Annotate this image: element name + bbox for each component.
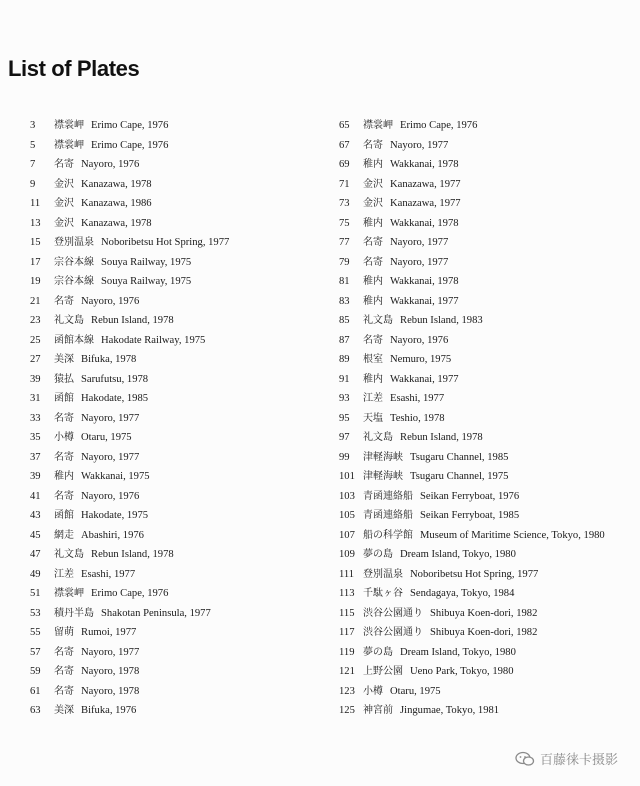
plate-japanese-title: 金沢 (54, 178, 74, 190)
plate-english-title: Rumoi, 1977 (81, 627, 137, 638)
plate-japanese-title: 美深 (54, 705, 74, 716)
plate-number: 59 (30, 666, 41, 677)
plate-japanese-title: 金沢 (363, 178, 383, 190)
plate-japanese-title: 上野公園 (363, 666, 403, 677)
plate-entry (30, 467, 320, 487)
plate-number: 87 (339, 334, 350, 346)
plate-english-title: Nayoro, 1977 (390, 256, 449, 268)
plate-number: 91 (339, 373, 350, 385)
plate-japanese-title: 船の科学館 (363, 529, 413, 541)
plate-entry (30, 331, 320, 351)
plate-number: 79 (339, 256, 350, 268)
plate-entry (339, 682, 629, 702)
plate-number: 89 (339, 354, 350, 365)
plate-english-title: Wakkanai, 1975 (81, 471, 150, 482)
plate-japanese-title: 名寄 (54, 490, 74, 502)
plate-entry (339, 623, 629, 643)
plate-number: 17 (30, 256, 41, 268)
plate-japanese-title: 名寄 (363, 256, 383, 268)
plate-english-title: Tsugaru Channel, 1975 (410, 471, 509, 482)
plate-number: 7 (30, 159, 36, 170)
plate-english-title: Nayoro, 1977 (81, 412, 140, 424)
plate-number: 49 (30, 568, 41, 580)
plate-japanese-title: 神宮前 (363, 705, 393, 716)
plate-number: 111 (339, 568, 355, 580)
plate-english-title: Rebun Island, 1978 (91, 315, 174, 326)
plate-english-title: Rebun Island, 1983 (400, 315, 483, 326)
plate-number: 93 (339, 393, 350, 404)
plate-number: 67 (339, 139, 350, 151)
plate-entry (30, 311, 320, 331)
plate-english-title: Ueno Park, Tokyo, 1980 (410, 666, 514, 677)
plate-number: 113 (339, 588, 355, 599)
plate-number: 23 (30, 315, 41, 326)
plate-japanese-title: 金沢 (54, 198, 74, 209)
plate-number: 77 (339, 237, 350, 248)
plate-entry (339, 448, 629, 468)
plate-entry (30, 545, 320, 565)
plate-japanese-title: 稚内 (363, 295, 383, 307)
plate-english-title: Shibuya Koen-dori, 1982 (430, 607, 538, 619)
plate-entry (30, 155, 320, 175)
plate-entry (30, 565, 320, 585)
plate-english-title: Nayoro, 1976 (81, 159, 140, 170)
plate-japanese-title: 小樽 (363, 685, 383, 697)
plate-entry (30, 409, 320, 429)
plate-number: 103 (339, 490, 355, 502)
plate-entry (30, 623, 320, 643)
plate-japanese-title: 名寄 (54, 159, 74, 170)
plate-english-title: Shakotan Peninsula, 1977 (101, 607, 211, 619)
plate-number: 51 (30, 588, 41, 599)
plate-entry (30, 448, 320, 468)
plate-number: 45 (30, 529, 41, 541)
plate-english-title: Hakodate Railway, 1975 (101, 334, 206, 346)
plate-entry (339, 253, 629, 273)
plate-japanese-title: 名寄 (54, 646, 74, 658)
plate-japanese-title: 襟裳岬 (363, 120, 393, 131)
plate-japanese-title: 稚内 (363, 217, 383, 229)
plate-english-title: Erimo Cape, 1976 (91, 139, 169, 151)
plate-number: 19 (30, 276, 41, 287)
plate-entry (30, 175, 320, 195)
plate-entry (339, 409, 629, 429)
plate-entry (30, 253, 320, 273)
plate-japanese-title: 襟裳岬 (54, 139, 84, 151)
plate-japanese-title: 金沢 (363, 198, 383, 209)
plate-japanese-title: 猿払 (54, 373, 74, 385)
plate-japanese-title: 津軽海峡 (363, 471, 403, 482)
plate-japanese-title: 網走 (54, 529, 74, 541)
plate-entry (339, 662, 629, 682)
plate-english-title: Erimo Cape, 1976 (91, 588, 169, 599)
plate-number: 105 (339, 510, 355, 521)
plate-english-title: Nayoro, 1978 (81, 685, 140, 697)
plate-number: 55 (30, 627, 41, 638)
plate-number: 27 (30, 354, 41, 365)
plate-english-title: Nayoro, 1977 (390, 237, 449, 248)
plate-number: 123 (339, 685, 355, 697)
plate-japanese-title: 青函連絡船 (363, 510, 413, 521)
plate-number: 53 (30, 607, 41, 619)
plate-entry (30, 350, 320, 370)
plate-english-title: Nemuro, 1975 (390, 354, 452, 365)
plate-japanese-title: 函館 (54, 393, 74, 404)
plate-number: 85 (339, 315, 350, 326)
plate-entry (339, 643, 629, 663)
plate-english-title: Souya Railway, 1975 (101, 256, 192, 268)
plate-number: 107 (339, 529, 355, 541)
plate-number: 39 (30, 373, 41, 385)
plate-english-title: Otaru, 1975 (81, 432, 132, 443)
plate-english-title: Souya Railway, 1975 (101, 276, 192, 287)
plate-japanese-title: 礼文島 (363, 432, 393, 443)
plate-japanese-title: 名寄 (363, 139, 383, 151)
plate-japanese-title: 青函連絡船 (363, 490, 413, 502)
plate-number: 75 (339, 217, 350, 229)
plate-english-title: Dream Island, Tokyo, 1980 (400, 646, 516, 658)
plate-english-title: Nayoro, 1977 (81, 646, 140, 658)
plate-english-title: Esashi, 1977 (390, 393, 445, 404)
plate-japanese-title: 天塩 (363, 412, 383, 424)
plate-entry (30, 136, 320, 156)
plate-number: 101 (339, 471, 355, 482)
plate-entry (339, 311, 629, 331)
plate-entry (30, 292, 320, 312)
plate-english-title: Nayoro, 1978 (81, 666, 140, 677)
plate-japanese-title: 名寄 (363, 334, 383, 346)
plate-japanese-title: 名寄 (54, 451, 74, 463)
plate-japanese-title: 金沢 (54, 217, 74, 229)
plate-entry (339, 389, 629, 409)
plate-japanese-title: 名寄 (54, 412, 74, 424)
plate-english-title: Nayoro, 1976 (81, 295, 140, 307)
plate-number: 95 (339, 412, 350, 424)
plate-entry (339, 701, 629, 721)
plate-english-title: Rebun Island, 1978 (400, 432, 483, 443)
plate-english-title: Bifuka, 1976 (81, 705, 137, 716)
plate-number: 69 (339, 159, 350, 170)
plate-entry (30, 506, 320, 526)
plate-english-title: Seikan Ferryboat, 1976 (420, 490, 520, 502)
plate-entry (30, 389, 320, 409)
plate-japanese-title: 名寄 (54, 666, 74, 677)
plate-english-title: Nayoro, 1977 (390, 139, 449, 151)
plate-japanese-title: 函館本線 (54, 334, 94, 346)
plate-japanese-title: 名寄 (363, 237, 383, 248)
plate-entry (339, 272, 629, 292)
plate-entry (339, 584, 629, 604)
plate-number: 21 (30, 295, 41, 307)
plate-entry (30, 116, 320, 136)
plate-number: 39 (30, 471, 41, 482)
plate-english-title: Dream Island, Tokyo, 1980 (400, 549, 516, 560)
plate-entry (30, 487, 320, 507)
plate-english-title: Kanazawa, 1986 (81, 198, 152, 209)
plate-english-title: Nayoro, 1976 (390, 334, 449, 346)
plate-japanese-title: 渋谷公園通り (363, 627, 423, 638)
plate-english-title: Nayoro, 1977 (81, 451, 140, 463)
plate-number: 115 (339, 607, 355, 619)
plate-japanese-title: 夢の島 (363, 549, 393, 560)
plate-english-title: Esashi, 1977 (81, 568, 136, 580)
plate-entry (339, 350, 629, 370)
plate-japanese-title: 稚内 (54, 471, 74, 482)
plate-japanese-title: 名寄 (54, 295, 74, 307)
plate-japanese-title: 積丹半島 (54, 607, 94, 619)
plate-english-title: Kanazawa, 1977 (390, 178, 461, 190)
plate-number: 47 (30, 549, 41, 560)
plate-number: 65 (339, 120, 350, 131)
plate-entry (339, 526, 629, 546)
plate-japanese-title: 宗谷本線 (54, 276, 94, 287)
plate-entry (339, 194, 629, 214)
plate-english-title: Wakkanai, 1977 (390, 295, 459, 307)
plate-japanese-title: 江差 (363, 393, 383, 404)
plate-number: 35 (30, 432, 41, 443)
plate-english-title: Rebun Island, 1978 (91, 549, 174, 560)
plate-number: 73 (339, 198, 350, 209)
plate-entry (339, 233, 629, 253)
plate-entry (30, 370, 320, 390)
plate-japanese-title: 礼文島 (363, 315, 393, 326)
watermark (515, 749, 618, 768)
plate-english-title: Sarufutsu, 1978 (81, 373, 149, 385)
plate-entry (339, 214, 629, 234)
plate-english-title: Kanazawa, 1978 (81, 178, 152, 190)
plate-entry (339, 136, 629, 156)
plate-english-title: Sendagaya, Tokyo, 1984 (410, 588, 515, 599)
plate-number: 15 (30, 237, 41, 248)
plate-number: 61 (30, 685, 41, 697)
plate-number: 3 (30, 120, 36, 131)
plates-list-left (30, 116, 320, 721)
plate-number: 57 (30, 646, 41, 658)
plate-english-title: Noboribetsu Hot Spring, 1977 (410, 568, 539, 580)
plate-japanese-title: 渋谷公園通り (363, 607, 423, 619)
plate-japanese-title: 襟裳岬 (54, 588, 84, 599)
plate-japanese-title: 名寄 (54, 685, 74, 697)
plate-entry (30, 584, 320, 604)
plate-english-title: Nayoro, 1976 (81, 490, 140, 502)
plate-english-title: Shibuya Koen-dori, 1982 (430, 627, 538, 638)
plate-japanese-title: 登別温泉 (54, 237, 94, 248)
plate-english-title: Noboribetsu Hot Spring, 1977 (101, 237, 230, 248)
plate-entry (30, 428, 320, 448)
plates-list-right (339, 116, 629, 721)
plate-number: 37 (30, 451, 41, 463)
plate-entry (339, 565, 629, 585)
plate-english-title: Wakkanai, 1977 (390, 373, 459, 385)
plate-number: 11 (30, 198, 41, 209)
plate-english-title: Abashiri, 1976 (81, 529, 144, 541)
plate-number: 33 (30, 412, 41, 424)
plate-number: 41 (30, 490, 41, 502)
plate-japanese-title: 襟裳岬 (54, 120, 84, 131)
plate-english-title: Erimo Cape, 1976 (400, 120, 478, 131)
plate-entry (30, 604, 320, 624)
plate-entry (339, 604, 629, 624)
plate-number: 125 (339, 705, 355, 716)
plate-japanese-title: 千駄ヶ谷 (363, 588, 403, 599)
plate-english-title: Seikan Ferryboat, 1985 (420, 510, 520, 521)
plate-japanese-title: 宗谷本線 (54, 256, 94, 268)
plate-english-title: Wakkanai, 1978 (390, 217, 459, 229)
plate-entry (339, 506, 629, 526)
plate-japanese-title: 登別温泉 (363, 568, 403, 580)
plate-number: 119 (339, 646, 355, 658)
plate-japanese-title: 稚内 (363, 276, 383, 287)
plate-japanese-title: 稚内 (363, 159, 383, 170)
plate-english-title: Bifuka, 1978 (81, 354, 137, 365)
plate-number: 71 (339, 178, 350, 190)
plate-english-title: Hakodate, 1985 (81, 393, 149, 404)
plate-japanese-title: 小樽 (54, 432, 74, 443)
plate-japanese-title: 函館 (54, 510, 74, 521)
plate-english-title: Teshio, 1978 (390, 412, 445, 424)
plate-japanese-title: 根室 (363, 354, 383, 365)
plate-entry (30, 214, 320, 234)
plate-english-title: Wakkanai, 1978 (390, 276, 459, 287)
plate-english-title: Erimo Cape, 1976 (91, 120, 169, 131)
plate-entry (30, 682, 320, 702)
plate-entry (30, 662, 320, 682)
plate-english-title: Kanazawa, 1978 (81, 217, 152, 229)
plate-number: 121 (339, 666, 355, 677)
plate-english-title: Tsugaru Channel, 1985 (410, 451, 509, 463)
plate-japanese-title: 礼文島 (54, 549, 84, 560)
plate-number: 5 (30, 139, 36, 151)
plate-number: 63 (30, 705, 41, 716)
plate-japanese-title: 美深 (54, 354, 74, 365)
plate-japanese-title: 江差 (54, 568, 74, 580)
plate-japanese-title: 留萌 (54, 627, 74, 638)
wechat-icon (515, 751, 535, 767)
plate-entry (30, 526, 320, 546)
plate-entry (339, 116, 629, 136)
plate-number: 99 (339, 451, 350, 463)
plate-entry (339, 175, 629, 195)
plate-english-title: Kanazawa, 1977 (390, 198, 461, 209)
plate-number: 31 (30, 393, 41, 404)
plate-number: 109 (339, 549, 355, 560)
page-title: List of Plates (8, 56, 140, 81)
plate-entry (339, 331, 629, 351)
plate-entry (30, 233, 320, 253)
plate-entry (30, 701, 320, 721)
plate-number: 13 (30, 217, 41, 229)
plate-japanese-title: 礼文島 (54, 315, 84, 326)
plate-number: 83 (339, 295, 350, 307)
plate-entry (339, 292, 629, 312)
plate-entry (339, 487, 629, 507)
plate-entry (30, 194, 320, 214)
plate-english-title: Otaru, 1975 (390, 685, 441, 697)
plate-entry (30, 272, 320, 292)
watermark-text: 百藤徕卡摄影 (539, 753, 618, 768)
plate-english-title: Hakodate, 1975 (81, 510, 149, 521)
plate-number: 81 (339, 276, 350, 287)
plate-entry (30, 643, 320, 663)
plate-number: 43 (30, 510, 41, 521)
plate-number: 9 (30, 178, 36, 190)
plate-entry (339, 467, 629, 487)
plate-japanese-title: 稚内 (363, 373, 383, 385)
plate-number: 117 (339, 627, 355, 638)
plate-number: 97 (339, 432, 350, 443)
plate-english-title: Wakkanai, 1978 (390, 159, 459, 170)
plate-japanese-title: 津軽海峡 (363, 451, 403, 463)
plate-number: 25 (30, 334, 41, 346)
plate-japanese-title: 夢の島 (363, 646, 393, 658)
plate-entry (339, 428, 629, 448)
plate-english-title: Museum of Maritime Science, Tokyo, 1980 (420, 529, 605, 541)
plate-entry (339, 155, 629, 175)
plate-english-title: Jingumae, Tokyo, 1981 (400, 705, 500, 716)
plate-entry (339, 545, 629, 565)
plate-entry (339, 370, 629, 390)
